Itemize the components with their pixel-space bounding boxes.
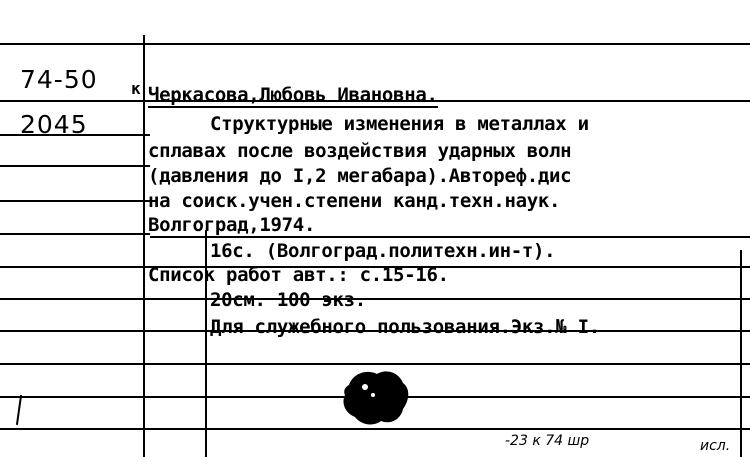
restriction-note: Для служебного пользования.Экз.№ I. [210,316,600,338]
ruled-line [0,233,150,235]
ruled-line [0,43,750,45]
bibliography-note: Список работ авт.: с.15-16. [148,264,449,286]
bottom-note-right: исл. [700,438,731,454]
title-line-2: сплавах после воздействия ударных волн [148,140,572,162]
inventory-number: 2045 [20,110,88,139]
title-line-4: на соиск.учен.степени канд.техн.наук. [148,190,561,212]
ruled-line [0,165,150,167]
edge-line [740,250,742,457]
imprint: Волгоград,1974. [148,214,316,236]
ruled-line [0,298,750,300]
size-and-copies: 20см. 100 экз. [210,289,366,311]
margin-line [143,35,145,457]
ruled-line [150,236,750,238]
author-heading: Черкасова,Любовь Ивановна. [148,84,438,106]
pagination-institution: 16с. (Волгоград.политехн.ин-т). [210,240,556,262]
stray-mark [16,395,22,425]
title-line-1: Структурные изменения в металлах и [210,113,589,135]
call-number: 74-50 [20,65,98,94]
ink-blot [335,365,415,430]
ruled-line [0,200,150,202]
call-number-mark: к [131,79,141,98]
title-line-3: (давления до I,2 мегабара).Автореф.дис [148,165,572,187]
bottom-note-left: -23 к 74 шр [505,433,590,449]
